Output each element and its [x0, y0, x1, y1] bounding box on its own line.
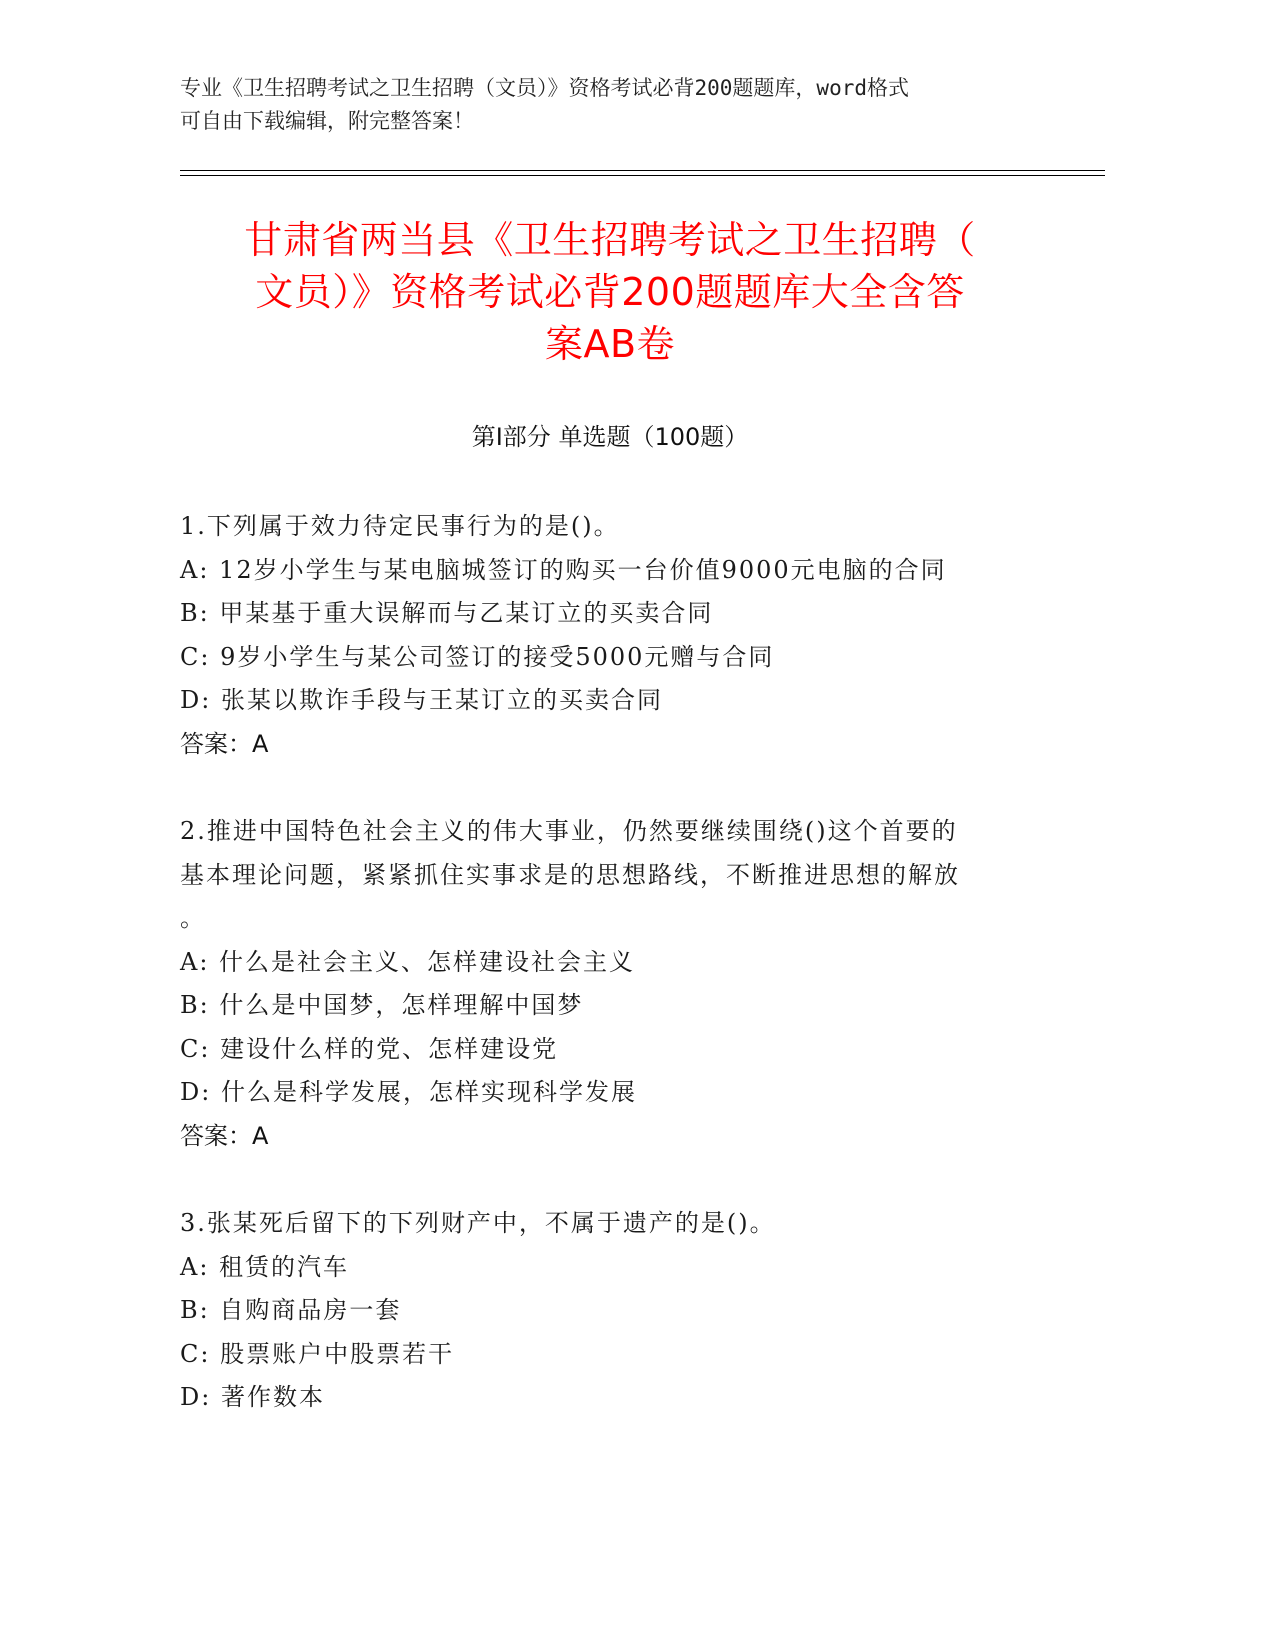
question-stem: 3.张某死后留下的下列财产中，不属于遗产的是()。 [180, 1209, 776, 1237]
header-note-line-1: 专业《卫生招聘考试之卫生招聘（文员）》资格考试必背200题题库，word格式 [180, 76, 909, 100]
header-divider-bottom [180, 175, 1105, 176]
header-note-line-2: 可自由下载编辑，附完整答案！ [180, 109, 474, 133]
answer: 答案：A [180, 1121, 269, 1150]
option-b: B: 甲某基于重大误解而与乙某订立的买卖合同 [180, 599, 714, 627]
question-stem-line-3: 。 [180, 904, 206, 932]
option-b: B: 什么是中国梦，怎样理解中国梦 [180, 991, 584, 1019]
document-title-line-3: 案AB卷 [544, 322, 676, 366]
question-stem: 1.下列属于效力待定民事行为的是()。 [180, 512, 620, 540]
question-stem-line-2: 基本理论问题，紧紧抓住实事求是的思想路线，不断推进思想的解放 [180, 860, 960, 889]
option-c: C: 建设什么样的党、怎样建设党 [180, 1034, 559, 1063]
option-d: D: 张某以欺诈手段与王某订立的买卖合同 [180, 686, 663, 714]
question-2 [180, 810, 1020, 1158]
question-stem-line-1: 2.推进中国特色社会主义的伟大事业，仍然要继续围绕()这个首要的 [180, 817, 958, 845]
option-c: C: 股票账户中股票若干 [180, 1339, 455, 1368]
document-title-line-2: 文员）》资格考试必背200题题库大全含答 [255, 270, 965, 314]
question-1 [180, 505, 1020, 766]
question-list [180, 505, 1020, 1464]
option-a: A: 12岁小学生与某电脑城签订的购买一台价值9000元电脑的合同 [180, 555, 947, 584]
document-title-line-1: 甘肃省两当县《卫生招聘考试之卫生招聘（ [244, 218, 976, 262]
section-title: 第I部分 单选题（100题） [471, 423, 749, 451]
option-c: C: 9岁小学生与某公司签订的接受5000元赠与合同 [180, 642, 775, 671]
option-a: A: 租赁的汽车 [180, 1252, 350, 1281]
question-3 [180, 1202, 1020, 1420]
option-d: D: 著作数本 [180, 1383, 325, 1411]
option-a: A: 什么是社会主义、怎样建设社会主义 [180, 947, 636, 976]
option-d: D: 什么是科学发展，怎样实现科学发展 [180, 1078, 637, 1106]
header-divider-top [180, 170, 1105, 171]
document-title [180, 214, 1040, 370]
header-note [180, 72, 1060, 138]
option-b: B: 自购商品房一套 [180, 1296, 402, 1324]
answer: 答案：A [180, 729, 269, 758]
